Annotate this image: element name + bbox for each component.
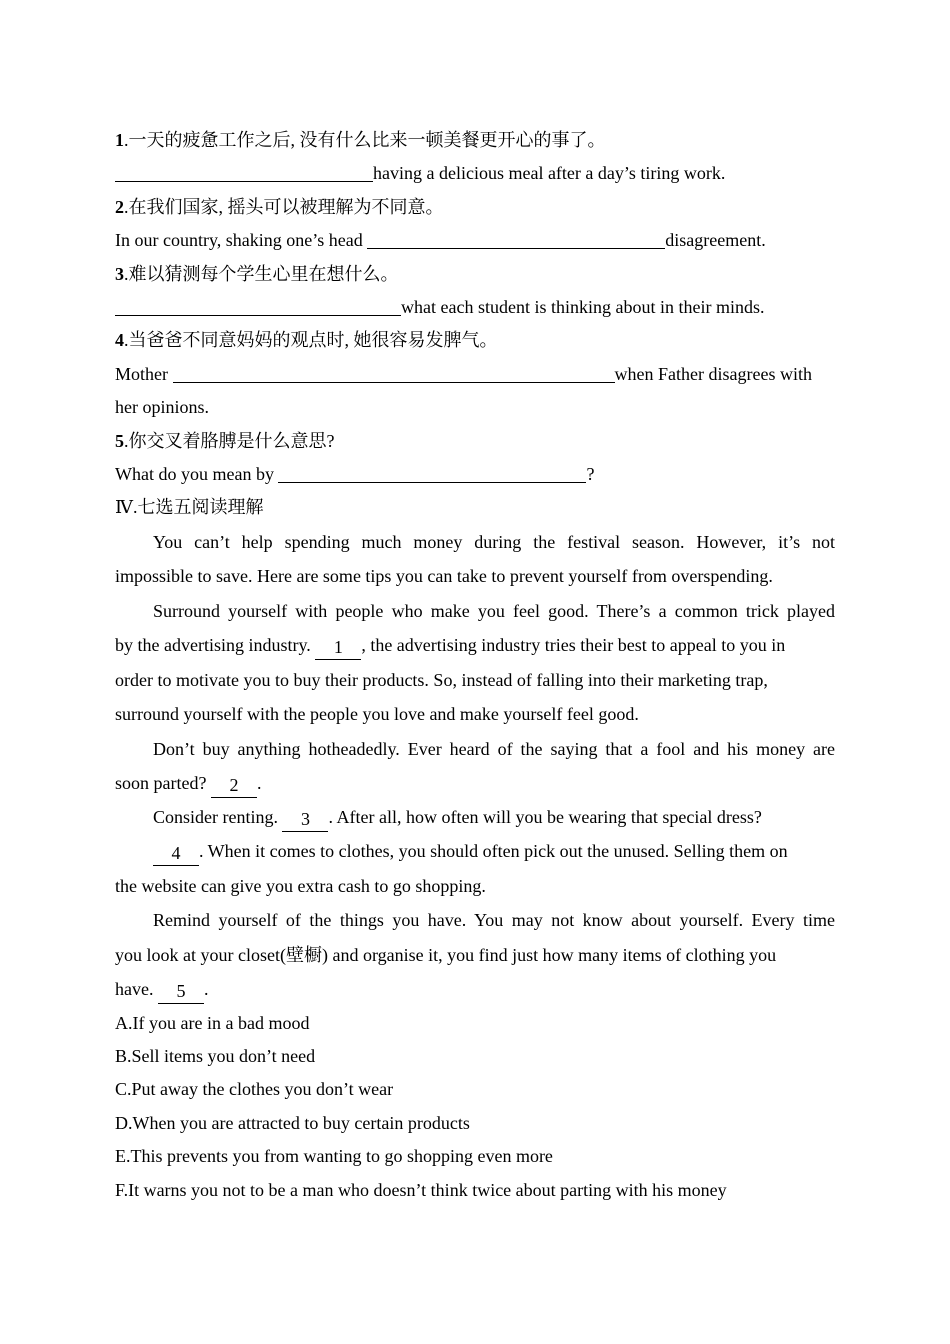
answer-text-before: In our country, shaking one’s head xyxy=(115,230,368,251)
answer-text-after: ? xyxy=(586,463,595,484)
passage-text: soon parted? xyxy=(115,773,211,794)
option-a: A.If you are in a bad mood xyxy=(115,1012,310,1033)
passage-text: , the advertising industry tries their best to appeal to you in xyxy=(361,635,786,656)
passage-text: . xyxy=(256,773,262,794)
passage-line xyxy=(115,972,835,1007)
passage-text: . xyxy=(203,979,209,1000)
passage-line xyxy=(115,801,835,834)
gap-1[interactable]: 1 xyxy=(315,637,361,660)
answer-blank[interactable] xyxy=(115,159,373,182)
answer-text-after: what each student is thinking about in their minds. xyxy=(401,296,765,317)
item-1-prompt xyxy=(115,124,835,157)
passage-line: Surround yourself with people who make you feel good. There’s a common trick played xyxy=(153,600,835,621)
passage-line: You can’t help spending much money during the festival season. However, it’s not xyxy=(153,531,835,552)
answer-text-before: Mother xyxy=(115,363,173,384)
item-2-prompt xyxy=(115,191,835,224)
item-2-answer xyxy=(115,224,835,257)
passage-line: impossible to save. Here are some tips you can take to prevent yourself from overspending. xyxy=(115,566,773,587)
answer-blank[interactable] xyxy=(278,460,586,483)
passage-text: Consider renting. xyxy=(153,806,283,827)
item-4-answer-continued xyxy=(115,391,835,424)
option-f: F.It warns you not to be a man who doesn’t think twice about parting with his money xyxy=(115,1179,727,1200)
passage-line: order to motivate you to buy their products. So, instead of falling into their marketing trap, xyxy=(115,669,768,690)
gap-2[interactable]: 2 xyxy=(211,775,257,798)
option-b: B.Sell items you don’t need xyxy=(115,1045,316,1066)
answer-blank[interactable] xyxy=(173,360,615,383)
item-chinese: .难以猜测每个学生心里在想什么。 xyxy=(124,263,399,284)
passage-text: . After all, how often will you be wearing that special dress? xyxy=(328,806,762,827)
item-5-prompt xyxy=(115,425,835,458)
passage-line: Don’t buy anything hotheadedly. Ever heard of the saying that a fool and his money are xyxy=(153,738,835,759)
item-chinese: .你交叉着胳膊是什么意思? xyxy=(124,430,335,451)
item-number: 3 xyxy=(115,263,124,284)
passage-line xyxy=(115,834,835,869)
item-number: 2 xyxy=(115,196,124,217)
document-content xyxy=(115,124,835,1207)
passage-line xyxy=(115,766,835,801)
item-chinese: .当爸爸不同意妈妈的观点时, 她很容易发脾气。 xyxy=(124,330,498,351)
answer-text-after: disagreement. xyxy=(665,230,766,251)
item-3-prompt xyxy=(115,258,835,291)
option-e: E.This prevents you from wanting to go shopping even more xyxy=(115,1146,553,1167)
passage-line: the website can give you extra cash to go shopping. xyxy=(115,875,486,896)
option-c: C.Put away the clothes you don’t wear xyxy=(115,1079,394,1100)
item-3-answer xyxy=(115,291,835,324)
item-4-prompt xyxy=(115,324,835,357)
answer-text-after: when Father disagrees with xyxy=(614,363,812,384)
passage-text: . When it comes to clothes, you should often pick out the unused. Selling them on xyxy=(199,841,788,862)
gap-3[interactable]: 3 xyxy=(282,809,328,832)
item-4-answer xyxy=(115,358,835,391)
item-chinese: .一天的疲惫工作之后, 没有什么比来一顿美餐更开心的事了。 xyxy=(124,130,606,150)
answer-blank[interactable] xyxy=(367,226,665,249)
passage-line: surround yourself with the people you love and make yourself feel good. xyxy=(115,704,639,725)
passage-text: by the advertising industry. xyxy=(115,635,316,656)
passage-line xyxy=(115,628,835,663)
passage-text: have. xyxy=(115,979,158,1000)
answer-text-before: What do you mean by xyxy=(115,463,279,484)
answer-text-continued: her opinions. xyxy=(115,397,209,418)
passage-line: Remind yourself of the things you have. You may not know about yourself. Every time xyxy=(153,910,835,931)
item-number: 1 xyxy=(115,130,124,150)
item-5-answer xyxy=(115,458,835,491)
item-number: 5 xyxy=(115,430,124,451)
section-title: Ⅳ.七选五阅读理解 xyxy=(115,497,264,518)
item-chinese: .在我们国家, 摇头可以被理解为不同意。 xyxy=(124,196,444,217)
answer-text-after: having a delicious meal after a day’s tiring work. xyxy=(373,163,726,184)
item-number: 4 xyxy=(115,330,124,351)
item-1-answer xyxy=(115,157,835,190)
option-d: D.When you are attracted to buy certain products xyxy=(115,1112,470,1133)
gap-4[interactable]: 4 xyxy=(153,843,199,866)
answer-blank[interactable] xyxy=(115,293,401,316)
gap-5[interactable]: 5 xyxy=(158,981,204,1004)
passage-line: you look at your closet(壁橱) and organise it, you find just how many items of clothing you xyxy=(115,944,777,965)
